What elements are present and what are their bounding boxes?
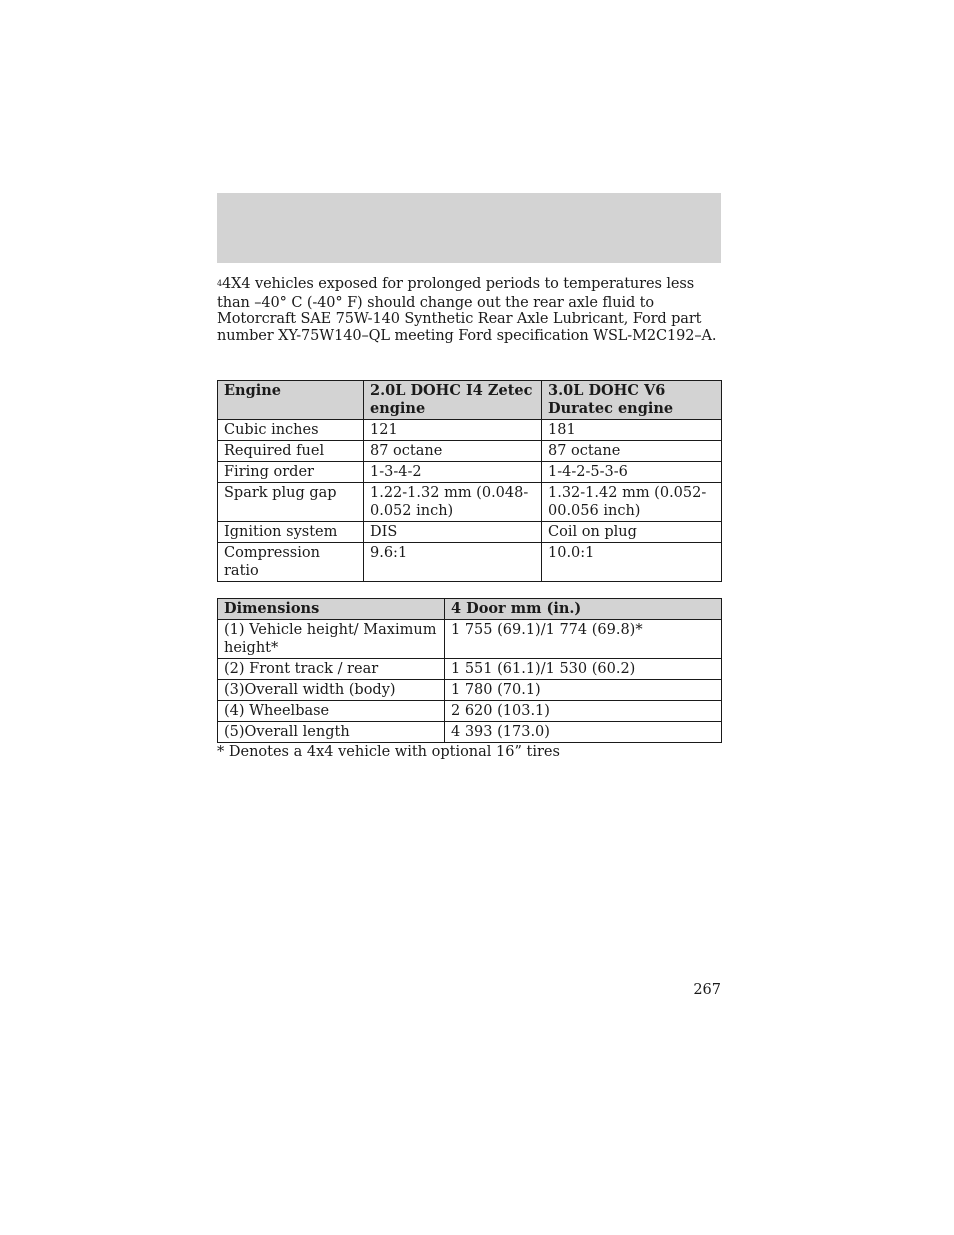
page-number: 267 [693, 982, 721, 998]
table-header-row [218, 599, 722, 620]
table-cell: 4 393 (173.0) [445, 722, 722, 743]
header-cell: 4 Door mm (in.) [445, 599, 722, 620]
table-cell: 1-3-4-2 [364, 462, 542, 483]
table-cell: 181 [542, 420, 722, 441]
table-cell: Coil on plug [542, 522, 722, 543]
table-cell: 87 octane [542, 441, 722, 462]
section-header-band [217, 193, 721, 263]
table-row [218, 620, 722, 659]
table-cell: 1-4-2-5-3-6 [542, 462, 722, 483]
table-cell: 1 755 (69.1)/1 774 (69.8)* [445, 620, 722, 659]
header-cell: Engine [218, 381, 364, 420]
table-cell: Required fuel [218, 441, 364, 462]
header-cell: 2.0L DOHC I4 Zetec engine [364, 381, 542, 420]
table-cell: 1 780 (70.1) [445, 680, 722, 701]
table-cell: 1.32-1.42 mm (0.052-00.056 inch) [542, 483, 722, 522]
table-cell: 10.0:1 [542, 543, 722, 582]
table-cell: (2) Front track / rear [218, 659, 445, 680]
table-cell: (4) Wheelbase [218, 701, 445, 722]
table-cell: (3)Overall width (body) [218, 680, 445, 701]
table-cell: Firing order [218, 462, 364, 483]
table-cell: 121 [364, 420, 542, 441]
header-cell: Dimensions [218, 599, 445, 620]
table-cell: (5)Overall length [218, 722, 445, 743]
table-cell: Compression ratio [218, 543, 364, 582]
table-cell: Cubic inches [218, 420, 364, 441]
table-cell: (1) Vehicle height/ Maximum height* [218, 620, 445, 659]
table-row [218, 659, 722, 680]
table-cell: 1.22-1.32 mm (0.048-0.052 inch) [364, 483, 542, 522]
table-cell: 87 octane [364, 441, 542, 462]
dimensions-table [217, 598, 722, 743]
table-cell: 9.6:1 [364, 543, 542, 582]
table-cell: DIS [364, 522, 542, 543]
table-row [218, 701, 722, 722]
table-cell: 1 551 (61.1)/1 530 (60.2) [445, 659, 722, 680]
table-header-row [218, 381, 722, 420]
table-row [218, 441, 722, 462]
table-row [218, 722, 722, 743]
footnote-text: 4X4 vehicles exposed for prolonged periods to temperatures less than –40° C (-40° F) should change out the rear axle fluid to Motorcraft SAE 75W-140 Synthetic Rear Axle Lubricant, Ford part number XY-75W140–QL meeting Ford specification WSL-M2C192–A. [217, 276, 717, 344]
table-row [218, 680, 722, 701]
header-cell: 3.0L DOHC V6 Duratec engine [542, 381, 722, 420]
table-row [218, 543, 722, 582]
table-row [218, 483, 722, 522]
axle-fluid-footnote [217, 276, 727, 344]
table-cell: Spark plug gap [218, 483, 364, 522]
dimensions-note: * Denotes a 4x4 vehicle with optional 16” tires [217, 744, 560, 760]
table-row [218, 462, 722, 483]
table-row [218, 522, 722, 543]
table-row [218, 420, 722, 441]
table-cell: Ignition system [218, 522, 364, 543]
footnote-marker: 4 [217, 279, 222, 288]
engine-specifications-table [217, 380, 722, 582]
table-cell: 2 620 (103.1) [445, 701, 722, 722]
